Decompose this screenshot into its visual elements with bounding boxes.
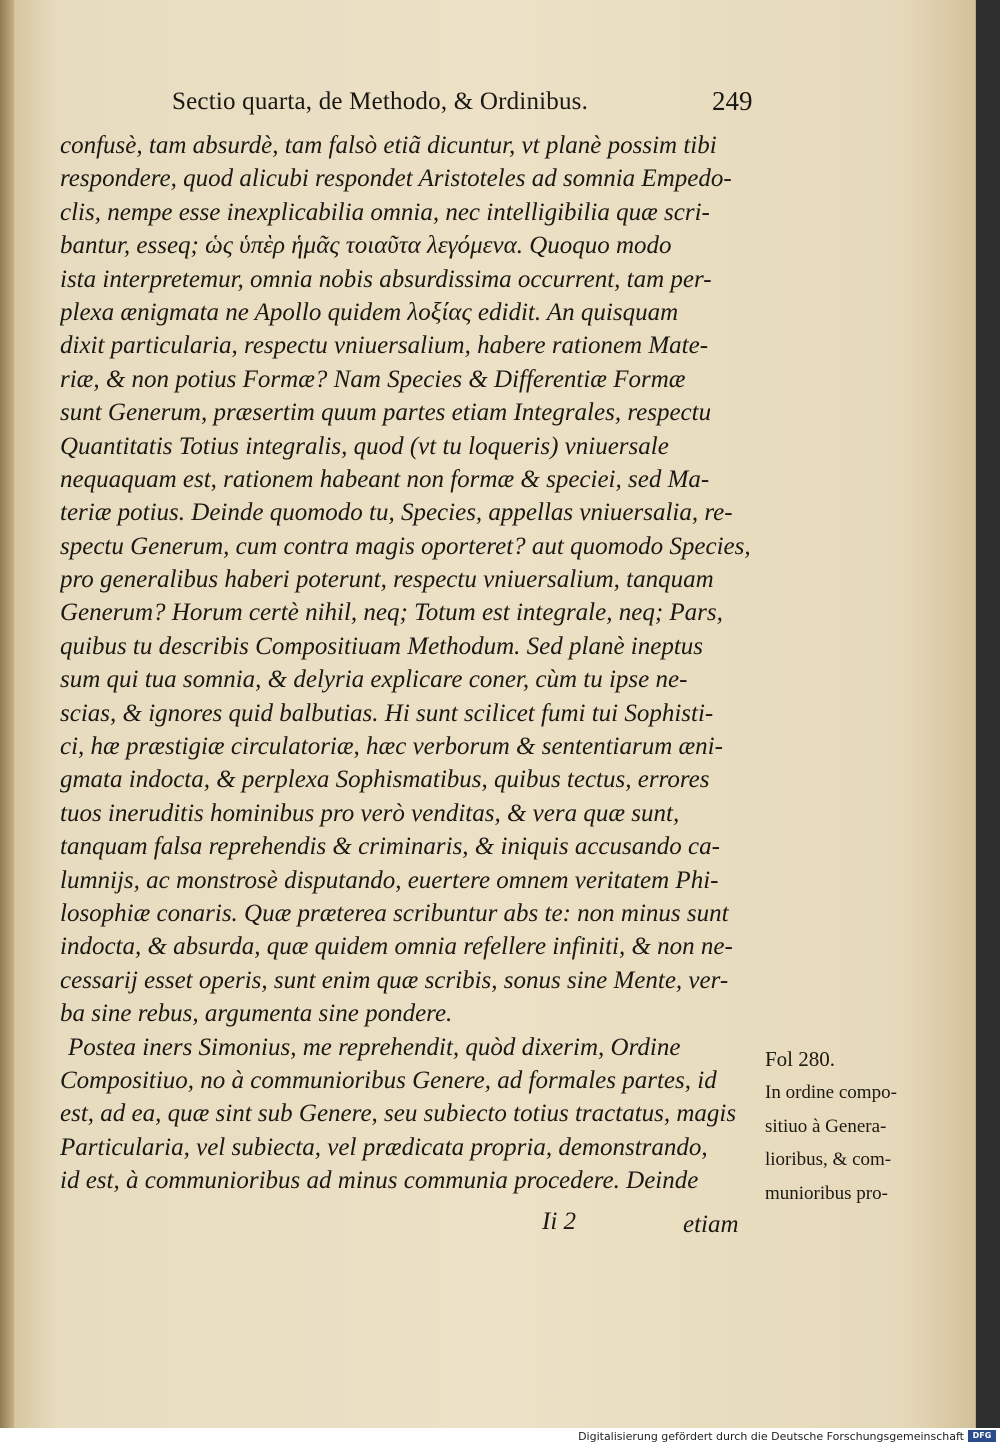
- digitization-footer: [0, 1428, 1000, 1445]
- text-line: tuos ineruditis hominibus pro verò venditas, & vera quæ sunt,: [60, 799, 680, 827]
- text-line: respondere, quod alicubi respondet Aristoteles ad somnia Empedo-: [60, 165, 732, 193]
- text-line: ci, hæ præstigiæ circulatoriæ, hæc verborum & sententiarum æni-: [60, 733, 723, 761]
- text-line: quibus tu describis Compositiuam Methodum. Sed planè ineptus: [60, 632, 704, 660]
- catchword: etiam: [683, 1211, 739, 1238]
- text-line: pro generalibus haberi poterunt, respectu vniuersalium, tanquam: [60, 566, 714, 594]
- page-header: [0, 86, 976, 130]
- text-line: plexa ænigmata ne Apollo quidem λοξίας edidit. An quisquam: [60, 298, 679, 326]
- text-line: nequaquam est, rationem habeant non formæ & speciei, sed Ma-: [60, 465, 710, 493]
- text-line: id est, à communioribus ad minus communia procedere. Deinde: [60, 1167, 699, 1195]
- text-line: bantur, esseq; ὡς ὑπὲρ ἡμᾶς τοιαῦτα λεγόμενα. Quoquo modo: [60, 232, 672, 260]
- text-line: gmata indocta, & perplexa Sophismatibus, quibus tectus, errores: [60, 766, 710, 794]
- text-line: Generum? Horum certè nihil, neq; Totum est integrale, neq; Pars,: [60, 599, 723, 627]
- signature-mark: Ii 2: [542, 1208, 577, 1235]
- margin-note-line: sitiuo à Genera-: [765, 1115, 887, 1137]
- text-line: est, ad ea, quæ sint sub Genere, seu subiecto totius tractatus, magis: [60, 1100, 737, 1128]
- page-gutter-edge: [0, 0, 14, 1428]
- text-line: clis, nempe esse inexplicabilia omnia, nec intelligibilia quæ scri-: [60, 198, 710, 226]
- text-line: indocta, & absurda, quæ quidem omnia refellere infiniti, & non ne-: [60, 933, 733, 961]
- text-line: riæ, & non potius Formæ? Nam Species & Differentiæ Formæ: [60, 365, 686, 393]
- text-line: sunt Generum, præsertim quum partes etiam Integrales, respectu: [60, 399, 712, 427]
- text-line: losophiæ conaris. Quæ præterea scribuntur abs te: non minus sunt: [60, 899, 729, 927]
- scan-background-edge: [976, 0, 1000, 1428]
- text-line: confusè, tam absurdè, tam falsò etiã dicuntur, vt planè possim tibi: [60, 132, 717, 159]
- text-line: Particularia, vel subiecta, vel prædicata propria, demonstrando,: [60, 1133, 708, 1161]
- text-line: tanquam falsa reprehendis & criminaris, & iniquis accusando ca-: [60, 833, 720, 861]
- main-text-block: [60, 129, 760, 1198]
- text-line: teriæ potius. Deinde quomodo tu, Species, appellas vniuersalia, re-: [60, 499, 733, 527]
- text-line: ista interpretemur, omnia nobis absurdissima occurrent, tam per-: [60, 265, 712, 293]
- funding-credit: Digitalisierung gefördert durch die Deutsche Forschungsgemeinschaft: [578, 1430, 964, 1443]
- dfg-logo: DFG: [968, 1430, 996, 1442]
- text-line: scias, & ignores quid balbutias. Hi sunt scilicet fumi tui Sophisti-: [60, 699, 714, 727]
- text-line: spectu Generum, cum contra magis oporteret? aut quomodo Species,: [60, 532, 751, 560]
- paragraph-start-line: Postea iners Simonius, me reprehendit, quòd dixerim, Ordine: [68, 1033, 681, 1061]
- text-line: cessarij esset operis, sunt enim quæ scribis, sonus sine Mente, ver-: [60, 966, 729, 994]
- page-number: 249: [712, 86, 753, 116]
- margin-note: [765, 1043, 935, 1210]
- text-line: lumnijs, ac monstrosè disputando, euertere omnem veritatem Phi-: [60, 866, 719, 894]
- text-line: ba sine rebus, argumenta sine pondere.: [60, 1000, 453, 1028]
- margin-note-line: munioribus pro-: [765, 1182, 888, 1204]
- text-line: Compositiuo, no à communioribus Genere, ad formales partes, id: [60, 1066, 717, 1094]
- text-line: Quantitatis Totius integralis, quod (vt tu loqueris) vniuersale: [60, 432, 669, 460]
- margin-reference: Fol 280.: [765, 1047, 836, 1071]
- text-line: dixit particularia, respectu vniuersalium, habere rationem Mate-: [60, 332, 709, 360]
- text-line: sum qui tua somnia, & delyria explicare coner, cùm tu ipse ne-: [60, 666, 688, 694]
- running-head: Sectio quarta, de Methodo, & Ordinibus.: [172, 88, 589, 115]
- margin-note-line: In ordine compo-: [765, 1082, 897, 1104]
- margin-note-line: lioribus, & com-: [765, 1149, 892, 1171]
